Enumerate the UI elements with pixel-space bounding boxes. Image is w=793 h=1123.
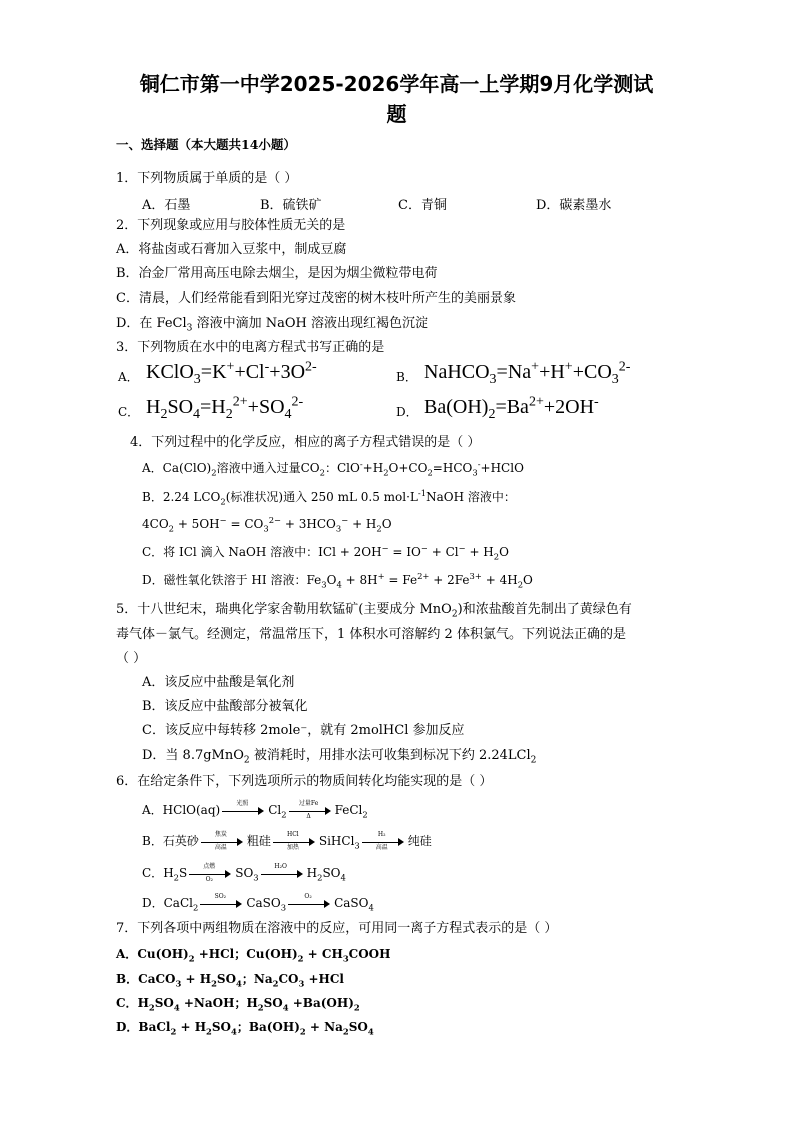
q5-option-b: B．该反应中盐酸部分被氧化 — [142, 699, 308, 714]
reaction-arrow-icon: 光照 — [222, 804, 266, 818]
q4-option-b-equation: $4CO_2 + 5OH^- = CO_3^{2-} + 3HCO_3^- + H_2O$ — [142, 515, 392, 534]
q4-option-c: C．将 ICl 滴入 NaOH 溶液中：ICl + $2OH^- = IO^- + Cl^- + H_2O$ — [142, 543, 509, 562]
q5-option-c: C．该反应中每转移 2mole⁻，就有 2molHCl 参加反应 — [142, 723, 465, 738]
q5-option-d: D．当 8.7gMnO$_2$ 被消耗时，用排水法可收集到标况下约 2.24LCl$_2$ — [142, 748, 537, 766]
q7-option-c: C．$H_2SO_4$ +NaOH；$H_2SO_4 +Ba(OH)_2$ — [116, 996, 360, 1013]
q2-option-a: A．将盐卤或石膏加入豆浆中，制成豆腐 — [116, 242, 347, 257]
q7-stem: 7．下列各项中两组物质在溶液中的反应，可用同一离子方程式表示的是（ ） — [116, 921, 558, 936]
q4-option-d: D．磁性氧化铁溶于 HI 溶液：$Fe_3O_4 + 8H^+ = Fe^{2+} + 2Fe^{3+} + 4H_2O$ — [142, 571, 533, 590]
q1-option-d: D．碳素墨水 — [536, 198, 612, 213]
page-title-line2: 题 — [386, 102, 407, 126]
q3-option-d-label: D． — [396, 405, 418, 419]
q3-option-a-label: A． — [118, 370, 139, 384]
q2-option-b: B．冶金厂常用高压电除去烟尘，是因为烟尘微粒带电荷 — [116, 266, 438, 281]
q1-stem: 1．下列物质属于单质的是（ ） — [116, 171, 298, 186]
page-title-line1: 铜仁市第一中学2025-2026学年高一上学期9月化学测试 — [139, 72, 654, 96]
q3-option-c-equation: $H_2SO_4=H_2^{2+}+SO_4^{2-}$ — [146, 394, 304, 422]
reaction-arrow-icon: HCl 加热 — [273, 835, 317, 849]
q1-option-a: A．石墨 — [142, 198, 191, 213]
q3-option-d-equation: $Ba(OH)_2=Ba^{2+}+2OH^-$ — [424, 394, 599, 422]
q2-option-d: D．在 FeCl$_3$ 溶液中滴加 NaOH 溶液出现红褐色沉淀 — [116, 316, 428, 334]
reaction-arrow-icon: H₂ 高温 — [362, 835, 406, 849]
q5-line3: （ ） — [116, 651, 147, 666]
q4-option-b: B．2.24 $LCO_2$(标准状况)通入 250 mL 0.5 $mol\cdot L^{-1}NaOH$ 溶液中： — [142, 488, 516, 507]
reaction-arrow-icon: 焦炭 高温 — [201, 835, 245, 849]
reaction-arrow-icon: 点燃 O₂ — [189, 867, 233, 881]
q2-stem: 2．下列现象或应用与胶体性质无关的是 — [116, 218, 346, 233]
q1-option-b: B．硫铁矿 — [260, 198, 322, 213]
reaction-arrow-icon: SO₂ — [200, 897, 244, 911]
q1-option-c: C．青铜 — [398, 198, 447, 213]
q6-option-a: A．HClO(aq) 光照 $Cl_2$ 过量Fe Δ FeCl$_2$ — [142, 799, 368, 820]
q3-option-c-label: C． — [118, 405, 140, 419]
q5-line1: 5．十八世纪末，瑞典化学家舍勒用软锰矿(主要成分 MnO$_2$)和浓盐酸首先制出了黄绿色有 — [116, 602, 632, 620]
q6-option-c: C．$H_2S$ 点燃 O₂ $SO_3$ H₂O $H_2SO_4$ — [142, 862, 346, 883]
q3-option-b-equation: $NaHCO_3=Na^++H^++CO_3^{2-}$ — [424, 359, 631, 387]
q5-option-a: A．该反应中盐酸是氧化剂 — [142, 675, 295, 690]
q7-option-b: B．CaCO$_3$ + $H_2SO_4$；$Na_2CO_3 +HCl$ — [116, 972, 344, 989]
reaction-arrow-icon: O₂ — [288, 897, 332, 911]
q7-option-d: D．BaCl$_2$ + $H_2SO_4$；$Ba(OH)_2 + Na_2SO_4$ — [116, 1020, 374, 1037]
q3-stem: 3．下列物质在水中的电离方程式书写正确的是 — [116, 340, 385, 355]
q3-option-b-label: B． — [396, 370, 417, 384]
reaction-arrow-icon: 过量Fe Δ — [289, 804, 333, 818]
q4-stem: 4．下列过程中的化学反应，相应的离子方程式错误的是（ ） — [130, 435, 481, 450]
q7-option-a: A．$Cu(OH)_2 +HCl$；$Cu(OH)_2$ + $CH_3COOH$ — [116, 947, 391, 964]
q6-option-d: D．CaCl$_2$ SO₂ CaSO$_3$ O₂ CaSO$_4$ — [142, 892, 374, 913]
section-heading: 一、选择题（本大题共14小题） — [116, 137, 296, 152]
q3-option-a-equation: $KClO_3=K^++Cl^-+3O^{2-}$ — [146, 359, 317, 387]
q6-stem: 6．在给定条件下，下列选项所示的物质间转化均能实现的是（ ） — [116, 774, 493, 789]
q2-option-c: C．清晨，人们经常能看到阳光穿过茂密的树木枝叶所产生的美丽景象 — [116, 291, 516, 306]
q6-option-b: B．石英砂 焦炭 高温 粗硅 HCl 加热 SiHCl$_3$ H₂ 高温 纯硅 — [142, 830, 432, 851]
reaction-arrow-icon: H₂O — [261, 867, 305, 881]
q5-line2: 毒气体－氯气。经测定，常温常压下，1 体积水可溶解约 2 体积氯气。下列说法正确的是 — [116, 627, 626, 642]
q4-option-a: A．$Ca(ClO)_2$溶液中通入过量$CO_2$：$ClO^-+H_2O+CO_2=HCO_3^-+HClO$ — [142, 459, 524, 478]
